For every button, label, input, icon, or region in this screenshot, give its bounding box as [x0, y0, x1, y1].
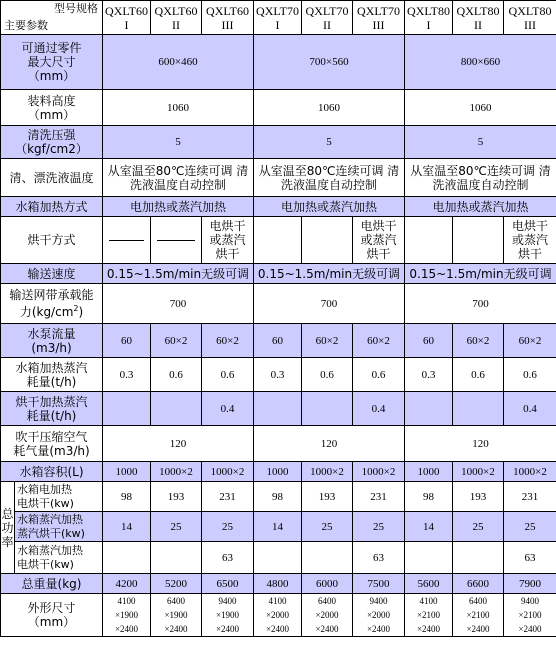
value-cell: 25 — [353, 512, 405, 542]
value-cell: 60×2 — [453, 324, 504, 358]
dash-mark — [157, 240, 195, 241]
value-cell: 6500 — [202, 574, 254, 594]
empty-cell — [254, 542, 302, 574]
value-cell: 60 — [103, 324, 151, 358]
corner-top-label: 型号规格 — [54, 2, 98, 15]
row-total-weight — [1, 574, 556, 594]
value-cell: 1060 — [103, 90, 254, 126]
value-cell: 9400 ×2100 ×2400 — [504, 594, 556, 637]
value-cell: 25 — [453, 512, 504, 542]
row-label: 水箱蒸汽加热 蒸汽烘干(kw) — [15, 512, 103, 542]
row-heating-method — [1, 197, 556, 217]
value-cell: 4100 ×1900 ×2400 — [103, 594, 151, 637]
value-cell: 60×2 — [151, 324, 202, 358]
value-cell: 0.15~1.5m/min无级可调 — [103, 264, 254, 284]
model-header — [103, 1, 151, 35]
value-cell: 1060 — [254, 90, 405, 126]
model-name: QXLT60 — [154, 3, 198, 18]
value-cell: 60×2 — [504, 324, 556, 358]
value-cell: 0.6 — [504, 358, 556, 392]
value-cell: 1000 — [254, 462, 302, 482]
value-cell: 6600 — [453, 574, 504, 594]
value-cell: 120 — [103, 426, 254, 462]
row-label: 清洗压强 （kgf/cm2） — [1, 126, 103, 159]
row-label: 水箱容积(L) — [1, 462, 103, 482]
row-temperature — [1, 159, 556, 197]
model-header — [202, 1, 254, 35]
value-cell: 120 — [405, 426, 556, 462]
value-cell: 电加热或蒸汽加热 — [254, 197, 405, 217]
empty-cell — [103, 542, 151, 574]
value-cell: 5 — [103, 126, 254, 159]
empty-cell — [103, 392, 151, 426]
value-cell: 60×2 — [353, 324, 405, 358]
value-cell: 14 — [103, 512, 151, 542]
value-cell: 5 — [254, 126, 405, 159]
value-cell: 9400 ×2000 ×2400 — [353, 594, 405, 637]
value-cell: 1000 — [405, 462, 453, 482]
model-name: QXLT60 — [206, 3, 249, 18]
model-header — [353, 1, 405, 35]
row-label: 水箱电加热 电烘干(kw) — [15, 482, 103, 512]
empty-cell — [453, 217, 504, 264]
value-cell: 231 — [504, 482, 556, 512]
model-name: QXLT70 — [305, 3, 349, 18]
value-cell: 800×660 — [405, 35, 556, 90]
row-belt-load — [1, 284, 556, 324]
value-cell: 63 — [202, 542, 254, 574]
empty-cell — [302, 392, 353, 426]
value-cell: 193 — [302, 482, 353, 512]
value-cell: 60 — [254, 324, 302, 358]
row-pressure — [1, 126, 556, 159]
row-max-size — [1, 35, 556, 90]
empty-cell — [453, 392, 504, 426]
value-cell: 电加热或蒸汽加热 — [405, 197, 556, 217]
value-cell: 14 — [405, 512, 453, 542]
row-label: 水箱加热蒸汽 耗量(t/h) — [1, 358, 103, 392]
value-cell: 5600 — [405, 574, 453, 594]
model-header — [151, 1, 202, 35]
dash-mark — [109, 240, 144, 241]
value-cell: 231 — [202, 482, 254, 512]
model-grade: III — [221, 17, 234, 32]
value-cell: 电烘干 或蒸汽 烘干 — [202, 217, 254, 264]
model-grade: II — [172, 17, 180, 32]
row-label: 装料高度 （mm） — [1, 90, 103, 126]
value-cell: 从室温至80℃连续可调 清洗液温度自动控制 — [103, 159, 254, 197]
row-label: 水箱蒸汽加热 电烘干(kw) — [15, 542, 103, 574]
model-grade: III — [372, 17, 385, 32]
row-label: 总重量(kg) — [1, 574, 103, 594]
value-cell: 193 — [151, 482, 202, 512]
header-row — [1, 1, 556, 35]
value-cell: 4800 — [254, 574, 302, 594]
empty-cell — [254, 217, 302, 264]
value-cell: 从室温至80℃连续可调 清洗液温度自动控制 — [405, 159, 556, 197]
model-header — [504, 1, 556, 35]
value-cell: 1000×2 — [353, 462, 405, 482]
value-cell: 193 — [453, 482, 504, 512]
corner-bottom-label: 主要参数 — [4, 19, 48, 32]
row-pump-flow — [1, 324, 556, 358]
value-cell: 0.6 — [151, 358, 202, 392]
value-cell: 60×2 — [202, 324, 254, 358]
value-cell: 4100 ×2100 ×2400 — [405, 594, 453, 637]
row-label: 输送速度 — [1, 264, 103, 284]
value-cell: 25 — [151, 512, 202, 542]
value-cell: 120 — [254, 426, 405, 462]
model-name: QXLT60 — [105, 3, 148, 18]
row-dimensions — [1, 594, 556, 637]
row-dry-steam — [1, 392, 556, 426]
empty-cell — [151, 217, 202, 264]
value-cell: 63 — [504, 542, 556, 574]
model-name: QXLT80 — [407, 3, 450, 18]
value-cell: 从室温至80℃连续可调 清洗液温度自动控制 — [254, 159, 405, 197]
value-cell: 14 — [254, 512, 302, 542]
value-cell: 0.3 — [103, 358, 151, 392]
value-cell: 1000×2 — [504, 462, 556, 482]
value-cell: 60 — [405, 324, 453, 358]
value-cell: 4200 — [103, 574, 151, 594]
value-cell: 25 — [504, 512, 556, 542]
total-power-group-label: 总 功 率 — [1, 482, 15, 574]
value-cell: 电烘干 或蒸汽 烘干 — [504, 217, 556, 264]
empty-cell — [151, 392, 202, 426]
value-cell: 0.6 — [202, 358, 254, 392]
row-power-electric — [1, 482, 556, 512]
model-name: QXLT70 — [256, 3, 299, 18]
value-cell: 0.6 — [453, 358, 504, 392]
model-name: QXLT80 — [508, 3, 552, 18]
value-cell: 25 — [302, 512, 353, 542]
row-tank-steam — [1, 358, 556, 392]
empty-cell — [453, 542, 504, 574]
model-grade: II — [474, 17, 482, 32]
empty-cell — [405, 392, 453, 426]
empty-cell — [405, 217, 453, 264]
value-cell: 60×2 — [302, 324, 353, 358]
model-header — [254, 1, 302, 35]
row-label: 烘干加热蒸汽 耗量(t/h) — [1, 392, 103, 426]
value-cell: 700×560 — [254, 35, 405, 90]
row-label: 烘干方式 — [1, 217, 103, 264]
empty-cell — [302, 217, 353, 264]
value-cell: 700 — [103, 284, 254, 324]
value-cell: 7900 — [504, 574, 556, 594]
value-cell: 25 — [202, 512, 254, 542]
model-header — [453, 1, 504, 35]
value-cell: 700 — [254, 284, 405, 324]
model-header — [302, 1, 353, 35]
value-cell: 5200 — [151, 574, 202, 594]
value-cell: 6400 ×2100 ×2400 — [453, 594, 504, 637]
row-label: 吹干压缩空气 耗气量(m3/h) — [1, 426, 103, 462]
value-cell: 1000×2 — [151, 462, 202, 482]
empty-cell — [254, 392, 302, 426]
row-load-height — [1, 90, 556, 126]
value-cell: 电加热或蒸汽加热 — [103, 197, 254, 217]
value-cell: 0.15~1.5m/min无级可调 — [405, 264, 556, 284]
value-cell: 1000×2 — [202, 462, 254, 482]
corner-header-cell — [1, 1, 103, 35]
row-drying-method — [1, 217, 556, 264]
value-cell: 63 — [353, 542, 405, 574]
value-cell: 0.3 — [254, 358, 302, 392]
row-label: 外形尺寸 （mm） — [1, 594, 103, 637]
value-cell: 5 — [405, 126, 556, 159]
value-cell: 0.4 — [504, 392, 556, 426]
model-grade: III — [524, 17, 536, 32]
model-name: QXLT80 — [456, 3, 500, 18]
value-cell: 0.6 — [302, 358, 353, 392]
empty-cell — [405, 542, 453, 574]
value-cell: 0.15~1.5m/min无级可调 — [254, 264, 405, 284]
row-label: 输送网带承载能 力$(kg/cm^2)$ — [1, 284, 103, 324]
model-grade: I — [124, 17, 129, 32]
model-grade: I — [426, 17, 431, 32]
empty-cell — [151, 542, 202, 574]
value-cell: 600×460 — [103, 35, 254, 90]
value-cell: 0.4 — [353, 392, 405, 426]
value-cell: 6400 ×2000 ×2400 — [302, 594, 353, 637]
row-power-steam — [1, 512, 556, 542]
row-power-steam-electric — [1, 542, 556, 574]
value-cell: 231 — [353, 482, 405, 512]
row-tank-volume — [1, 462, 556, 482]
row-label: 水泵流量 (m3/h) — [1, 324, 103, 358]
model-name: QXLT70 — [357, 3, 400, 18]
value-cell: 700 — [405, 284, 556, 324]
row-air — [1, 426, 556, 462]
value-cell: 0.4 — [202, 392, 254, 426]
value-cell: 1000×2 — [453, 462, 504, 482]
value-cell: 0.6 — [353, 358, 405, 392]
empty-cell — [302, 542, 353, 574]
value-cell: 7500 — [353, 574, 405, 594]
row-label: 清、漂洗液温度 — [1, 159, 103, 197]
value-cell: 9400 ×1900 ×2400 — [202, 594, 254, 637]
model-grade: I — [275, 17, 280, 32]
value-cell: 1000 — [103, 462, 151, 482]
value-cell: 0.3 — [405, 358, 453, 392]
value-cell: 4100 ×2000 ×2400 — [254, 594, 302, 637]
value-cell: 6400 ×1900 ×2400 — [151, 594, 202, 637]
value-cell: 98 — [103, 482, 151, 512]
row-speed — [1, 264, 556, 284]
value-cell: 6000 — [302, 574, 353, 594]
model-header — [405, 1, 453, 35]
value-cell: 电烘干 或蒸汽 烘干 — [353, 217, 405, 264]
value-cell: 1000×2 — [302, 462, 353, 482]
row-label: 水箱加热方式 — [1, 197, 103, 217]
value-cell: 98 — [405, 482, 453, 512]
value-cell: 98 — [254, 482, 302, 512]
empty-cell — [103, 217, 151, 264]
model-grade: II — [323, 17, 331, 32]
row-label: 可通过零件 最大尺寸 （mm） — [1, 35, 103, 90]
value-cell: 1060 — [405, 90, 556, 126]
